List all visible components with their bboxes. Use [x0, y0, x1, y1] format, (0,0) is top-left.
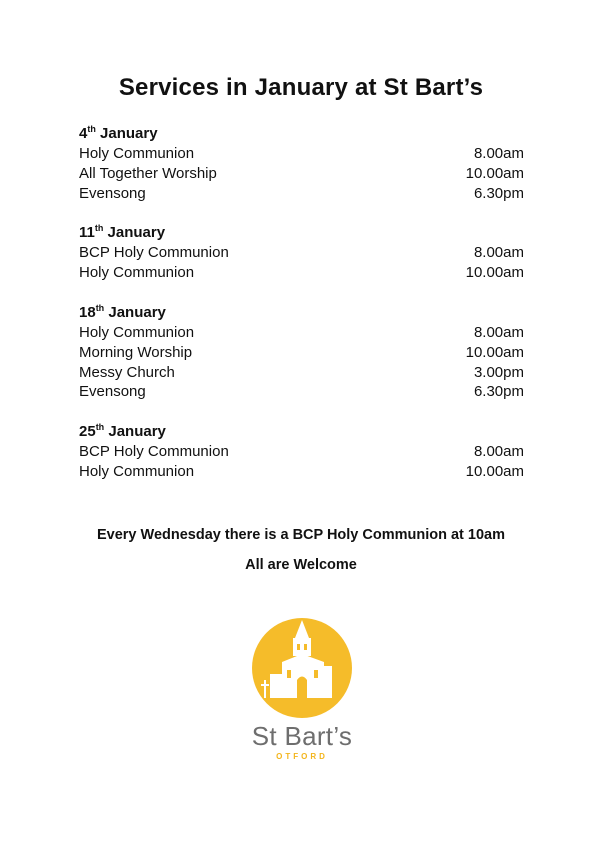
day-heading [79, 124, 524, 144]
service-name: Messy Church [79, 363, 175, 381]
service-name: BCP Holy Communion [79, 244, 229, 262]
service-time: 10.00am [465, 343, 524, 361]
service-time: 6.30pm [473, 184, 524, 202]
service-row [79, 243, 524, 263]
service-time: 10.00am [465, 264, 524, 282]
service-name: Holy Communion [79, 323, 195, 341]
wednesday-notice: Every Wednesday there is a BCP Holy Communion at 10am [96, 527, 506, 543]
church-logo [240, 618, 364, 768]
day-month: January [108, 303, 166, 321]
service-name: Holy Communion [79, 462, 195, 480]
day-heading [79, 223, 524, 243]
service-schedule [79, 124, 524, 502]
service-name: Morning Worship [79, 343, 193, 361]
service-time: 8.00am [473, 145, 524, 162]
day-month: January [107, 224, 166, 242]
service-time: 8.00am [473, 323, 524, 341]
service-row [79, 323, 524, 343]
day-month: January [108, 423, 166, 441]
day-ordinal-suffix: th [94, 223, 104, 234]
service-time: 6.30pm [473, 383, 524, 401]
service-name: Evensong [79, 184, 146, 202]
service-row [79, 343, 524, 363]
service-row [79, 164, 524, 184]
service-row [79, 363, 524, 383]
service-name: All Together Worship [79, 164, 217, 182]
service-name: Evensong [79, 383, 146, 401]
logo-name: St Bart’s [251, 721, 353, 751]
service-row [79, 263, 524, 283]
day-block [79, 124, 524, 203]
day-block [79, 303, 524, 402]
service-row [79, 462, 524, 482]
service-row [79, 184, 524, 204]
service-row [79, 144, 524, 164]
welcome-message: All are Welcome [245, 557, 357, 573]
service-time: 3.00pm [473, 363, 524, 381]
day-number: 18 [79, 303, 96, 321]
service-time: 10.00am [465, 164, 524, 182]
service-row [79, 442, 524, 462]
service-name: Holy Communion [79, 145, 195, 162]
day-heading [79, 422, 524, 442]
service-name: Holy Communion [79, 264, 195, 282]
day-month: January [100, 125, 158, 142]
day-block [79, 223, 524, 283]
service-name: BCP Holy Communion [79, 443, 229, 461]
day-number: 25 [79, 423, 96, 441]
service-time: 8.00am [473, 443, 524, 461]
day-block [79, 422, 524, 482]
day-ordinal-suffix: th [95, 422, 105, 433]
church-icon [240, 618, 364, 720]
logo-place: OTFORD [276, 752, 328, 761]
day-ordinal-suffix: th [87, 124, 96, 134]
service-time: 8.00am [473, 244, 524, 262]
service-time: 10.00am [465, 462, 524, 480]
day-heading [79, 303, 524, 323]
day-number: 4 [79, 125, 88, 142]
service-row [79, 382, 524, 402]
page-title: Services in January at St Bart’s [118, 74, 484, 101]
day-ordinal-suffix: th [95, 302, 105, 313]
day-number: 11 [79, 224, 95, 242]
